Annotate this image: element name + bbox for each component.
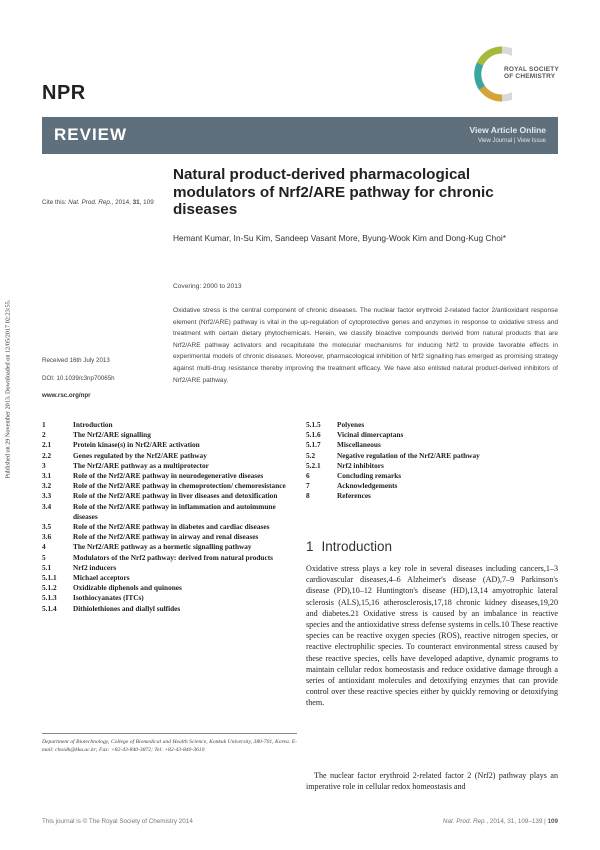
- authors: Hemant Kumar, In-Su Kim, Sandeep Vasant More, Byung-Wook Kim and Dong-Kug Choi*: [173, 233, 506, 243]
- table-of-contents-right: [306, 420, 558, 502]
- toc-number: 3.4: [42, 501, 52, 511]
- cite-this: [42, 199, 154, 206]
- toc-number: 3.6: [42, 532, 52, 542]
- toc-label: Protein kinase(s) in Nrf2/ARE activation: [73, 440, 200, 450]
- toc-label: The Nrf2/ARE pathway as a multiprotector: [73, 460, 209, 470]
- toc-label: Genes regulated by the Nrf2/ARE pathway: [73, 450, 207, 460]
- toc-entry[interactable]: [42, 573, 297, 583]
- toc-label: Role of the Nrf2/ARE pathway in liver diseases and detoxification: [73, 491, 278, 501]
- toc-entry[interactable]: [42, 522, 297, 532]
- toc-number: 1: [42, 420, 46, 429]
- toc-entry[interactable]: [42, 542, 297, 552]
- toc-label: Concluding remarks: [337, 471, 402, 481]
- toc-number: 7: [306, 481, 310, 491]
- toc-entry[interactable]: [42, 430, 297, 440]
- toc-entry[interactable]: [306, 491, 558, 501]
- page-number: 109: [547, 818, 558, 825]
- toc-number: 5.1: [42, 562, 52, 572]
- toc-label: References: [337, 491, 371, 501]
- section-heading-introduction: [306, 539, 392, 554]
- section-label: REVIEW: [54, 125, 128, 144]
- view-links: [478, 138, 546, 144]
- toc-number: 5.2: [306, 450, 316, 460]
- footnote-divider: [42, 733, 297, 734]
- toc-label: The Nrf2/ARE pathway as a hormetic signalling pathway: [73, 542, 252, 552]
- toc-label: Introduction: [73, 420, 113, 429]
- footer-citation: [443, 818, 558, 825]
- abstract: Oxidative stress is the central component of chronic diseases. The nuclear factor erythroid 2-related factor 2/antioxidant response element (Nrf2/ARE) pathway is vital in the up-regulation of cytoprotective genes and enzymes in response to oxidative stress and treatment with certain dietary phytochemicals. Herein, we classify bioactive compounds derived from natural products that are Nrf2/ARE pathway activators and recapitulate the molecular mechanisms for inducing Nrf2 to provide favorable effects in experimental models of chronic diseases. Moreover, pharmacological inhibition of Nrf2 signalling has emerged as promising strategy against multi-drug resistance thereby improving the treatment efficacy. We have also enlisted natural product-derived inhibitors of Nrf2/ARE pathway.: [173, 307, 558, 384]
- logo-line-1: ROYAL SOCIETY: [504, 66, 559, 73]
- toc-number: 5.1.7: [306, 440, 321, 450]
- toc-number: 5.1.3: [42, 593, 57, 603]
- toc-entry[interactable]: [42, 532, 297, 542]
- toc-label: Role of the Nrf2/ARE pathway in airway and renal diseases: [73, 532, 259, 542]
- toc-label: Modulators of the Nrf2 pathway: derived from natural products: [73, 552, 273, 562]
- toc-number: 5.2.1: [306, 460, 321, 470]
- toc-label: Oxidizable diphenols and quinones: [73, 583, 182, 593]
- toc-entry[interactable]: [42, 553, 297, 563]
- toc-label: Role of the Nrf2/ARE pathway in inflammation and autoimmune diseases: [73, 501, 276, 521]
- toc-label: Dithiolethiones and diallyl sulfides: [73, 603, 181, 613]
- toc-number: 3.3: [42, 491, 52, 501]
- cite-volume: 31: [132, 199, 140, 206]
- toc-label: The Nrf2/ARE signalling: [73, 430, 151, 440]
- toc-number: 2.1: [42, 440, 52, 450]
- toc-label: Role of the Nrf2/ARE pathway in chemoprotection/ chemoresistance: [73, 481, 286, 491]
- toc-number: 5.1.2: [42, 583, 57, 593]
- logo-line-2: OF CHEMISTRY: [504, 73, 556, 81]
- journal-abbrev: NPR: [42, 82, 86, 104]
- toc-number: 3.2: [42, 481, 52, 491]
- footer-journal: Nat. Prod. Rep.: [442, 818, 487, 825]
- section-number: 1: [306, 539, 314, 554]
- toc-entry[interactable]: [42, 604, 297, 614]
- toc-number: 6: [306, 471, 310, 481]
- toc-entry[interactable]: [42, 440, 297, 450]
- toc-number: 5.1.1: [42, 573, 57, 583]
- link-separator: |: [513, 138, 516, 144]
- toc-entry[interactable]: [306, 420, 558, 430]
- cite-year: , 2014,: [111, 199, 133, 206]
- toc-entry[interactable]: [306, 461, 558, 471]
- toc-label: Nrf2 inducers: [73, 562, 117, 572]
- toc-entry[interactable]: [42, 471, 297, 481]
- publication-stamp: Published on 29 November 2013. Downloaded on 12/05/2017 02:23:55.: [4, 299, 12, 479]
- toc-label: Negative regulation of the Nrf2/ARE pathway: [337, 450, 480, 460]
- toc-entry[interactable]: [306, 430, 558, 440]
- toc-number: 2: [42, 430, 46, 440]
- toc-label: Role of the Nrf2/ARE pathway in neurodegenerative diseases: [73, 471, 264, 481]
- toc-entry[interactable]: [42, 481, 297, 491]
- toc-number: 3.5: [42, 522, 52, 532]
- toc-number: 3.1: [42, 471, 52, 481]
- view-journal-link[interactable]: View Journal: [477, 138, 513, 144]
- toc-label: Polyenes: [337, 420, 365, 429]
- toc-number: 5.1.6: [306, 430, 321, 440]
- toc-entry[interactable]: [306, 481, 558, 491]
- footer-copyright: This journal is © The Royal Society of Chemistry 2014: [42, 818, 193, 825]
- toc-label: Michael acceptors: [73, 573, 130, 583]
- toc-entry[interactable]: [42, 461, 297, 471]
- toc-label: Vicinal dimercaptans: [337, 430, 404, 440]
- journal-website[interactable]: www.rsc.org/npr: [42, 392, 91, 399]
- toc-entry[interactable]: [42, 451, 297, 461]
- cite-journal: Nat. Prod. Rep.: [68, 199, 112, 206]
- view-issue-link[interactable]: View Issue: [517, 138, 546, 144]
- toc-label: Isothiocyanates (ITCs): [73, 593, 144, 603]
- section-title: Introduction: [321, 539, 393, 554]
- toc-label: Role of the Nrf2/ARE pathway in diabetes and cardiac diseases: [73, 522, 270, 532]
- cite-page: , 109: [139, 199, 154, 206]
- toc-entry[interactable]: [42, 563, 297, 573]
- intro-paragraph-2: The nuclear factor erythroid 2-related factor 2 (Nrf2) pathway plays an imperative role in cellular redox homeostasis and: [306, 771, 558, 792]
- view-article-online-link[interactable]: View Article Online: [469, 125, 546, 135]
- toc-entry[interactable]: [42, 593, 297, 603]
- toc-entry[interactable]: [306, 471, 558, 481]
- toc-number: 5.1.5: [306, 420, 321, 429]
- toc-entry[interactable]: [42, 583, 297, 593]
- toc-entry[interactable]: [42, 420, 297, 430]
- toc-number: 8: [306, 491, 310, 501]
- toc-entry[interactable]: [306, 451, 558, 461]
- toc-number: 4: [42, 542, 46, 552]
- footer-citation-rest: , 2014, 31, 109–139 |: [486, 818, 548, 825]
- review-banner: [42, 117, 558, 154]
- cite-prefix: Cite this:: [42, 199, 69, 206]
- toc-entry[interactable]: [42, 491, 297, 501]
- toc-number: 3: [42, 460, 46, 470]
- table-of-contents-left: [42, 420, 297, 614]
- toc-number: 5: [42, 552, 46, 562]
- affiliation-footnote: Department of Biotechnology, College of Biomedical and Health Science, Konkuk University, 380-701, Korea. E-mail: choidk@kku.ac.kr; Fax: +82-43-840-3872; Tel: +82-43-840-3610: [42, 739, 297, 753]
- doi[interactable]: DOI: 10.1039/c3np70065h: [42, 375, 115, 382]
- rsc-logo: [472, 44, 562, 104]
- toc-label: Acknowledgements: [337, 481, 398, 491]
- toc-number: 2.2: [42, 450, 52, 460]
- intro-paragraph-1: Oxidative stress plays a key role in several diseases including cancers,1–3 cardiovascular diseases,4–6 Alzheimer's disease (AD),7–9 Parkinson's disease (PD),10–12 Huntington's disease (HD),13,14 amyotrophic lateral sclerosis (ALS),15,16 atherosclerosis,17,18 chronic kidney diseases,19,20 and diabetes.21 Oxidative stress is caused by an imbalance in reactive species and the antioxidative stress defense systems in cells.10 These reactive species can be reactive oxygen species (ROS), reactive nitrogen species, or reactive electrophilic species. To counteract environmental stress caused by these reactive species, cells have developed adaptive, dynamic programs to maintain cellular redox homeostasis and reduce oxidative damage through a series of antioxidant molecules and detoxifying enzymes that can provide control over these reactive species either by quickly removing or detoxifying them.: [306, 564, 558, 708]
- toc-entry[interactable]: [306, 440, 558, 450]
- article-title: Natural product-derived pharmacological modulators of Nrf2/ARE pathway for chronic diseases: [173, 166, 494, 218]
- toc-label: Nrf2 inhibitors: [337, 460, 384, 470]
- toc-entry[interactable]: [42, 502, 297, 522]
- rsc-logo-text: [504, 66, 559, 80]
- toc-label: Miscellaneous: [337, 440, 381, 450]
- covering: Covering: 2000 to 2013: [173, 283, 242, 290]
- received-date: Received 16th July 2013: [42, 357, 110, 364]
- toc-number: 5.1.4: [42, 603, 57, 613]
